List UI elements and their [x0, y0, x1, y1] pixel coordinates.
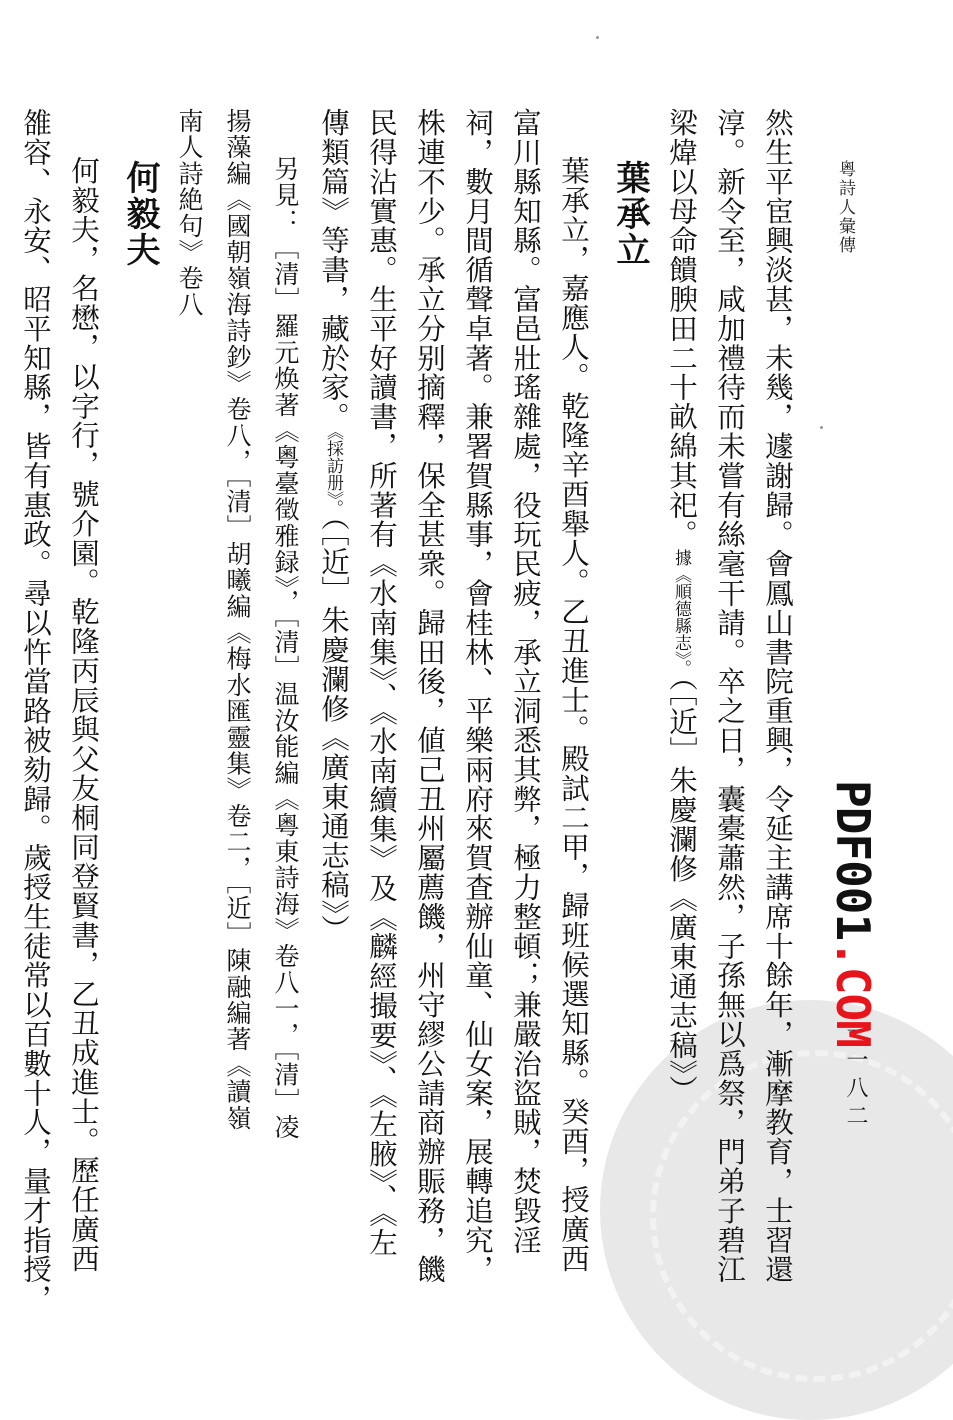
see-also-line: 南人詩絶句》卷八 [175, 108, 204, 318]
speck [596, 36, 599, 39]
see-also-line: 另見：［清］羅元焕著《粵臺徵雅録》，［清］温汝能編《粵東詩海》卷八一，［清］凌 [271, 156, 300, 1141]
page-number: 一一八二 [843, 1020, 868, 1132]
text-line: 淳。新令至，咸加禮待而未嘗有絲毫干請。卒之日，囊橐蕭然，子孫無以爲祭，門弟子碧江 [713, 108, 746, 1284]
text-run: （［近］朱慶瀾修《廣東通志稿》） [665, 676, 698, 1105]
text-line: 株連不少。承立分别摘釋，保全甚衆。歸田後，値己丑州屬薦饑，州守繆公請商辦賑務，饑 [413, 108, 446, 1284]
text-line: 雒容、永安、昭平知縣，皆有惠政。尋以忤當路被劾歸。歲授生徒常以百數十人，量才指授， [19, 108, 52, 1314]
text-run: 傳類篇》等書，藏於家。 [317, 108, 350, 432]
text-line [664, 108, 698, 1104]
text-run: （［近］朱慶瀾修《廣東通志稿》） [317, 516, 350, 945]
source-note: 據《順德縣志》。 [671, 549, 691, 677]
text-line: 民得沾實惠。生平好讀書，所著有《水南集》、《水南續集》及《麟經撮要》、《左腋》、《左 [365, 108, 398, 1258]
text-line: 何毅夫，名懋，以字行，號介園。乾隆丙辰與父友桐同登賢書，乙丑成進士。歷任廣西 [67, 156, 100, 1274]
see-also-line: 揚藻編《國朝嶺海詩鈔》卷八，［清］胡曦編《梅水匯靈集》卷二，［近］陳融編著《讀嶺 [223, 108, 252, 1131]
watermark-suffix: .COM [826, 940, 880, 1047]
speck [820, 426, 823, 429]
watermark-logo [826, 780, 880, 1047]
text-run: 梁煒以母命饋腴田二十畝綿其祀。 [665, 108, 698, 549]
entry-heading: 葉承立 [610, 160, 650, 268]
source-note: 《採訪册》。 [323, 431, 343, 517]
text-line: 祠，數月間循聲卓著。兼署賀縣事，會桂林、平樂兩府來賀査辦仙童、仙女案，展轉追究， [461, 108, 494, 1284]
entry-heading: 何毅夫 [120, 160, 160, 268]
text-line: 富川縣知縣。富邑壯瑤雜處，役玩民疲，承立洞悉其弊，極力整頓；兼嚴治盜賊，焚毀淫 [509, 108, 542, 1255]
watermark-main: PDF001 [826, 780, 880, 941]
text-line: 然生平宦興淡甚，未幾，遽謝歸。會鳳山書院重興，令延主講席十餘年，漸摩教育，士習還 [761, 108, 794, 1284]
running-header: 粵詩人彙傳 [835, 160, 855, 255]
text-line: 葉承立，嘉應人。乾隆辛酉舉人。乙丑進士。殿試二甲，歸班候選知縣。癸酉，授廣西 [557, 156, 590, 1274]
text-line [316, 108, 350, 944]
